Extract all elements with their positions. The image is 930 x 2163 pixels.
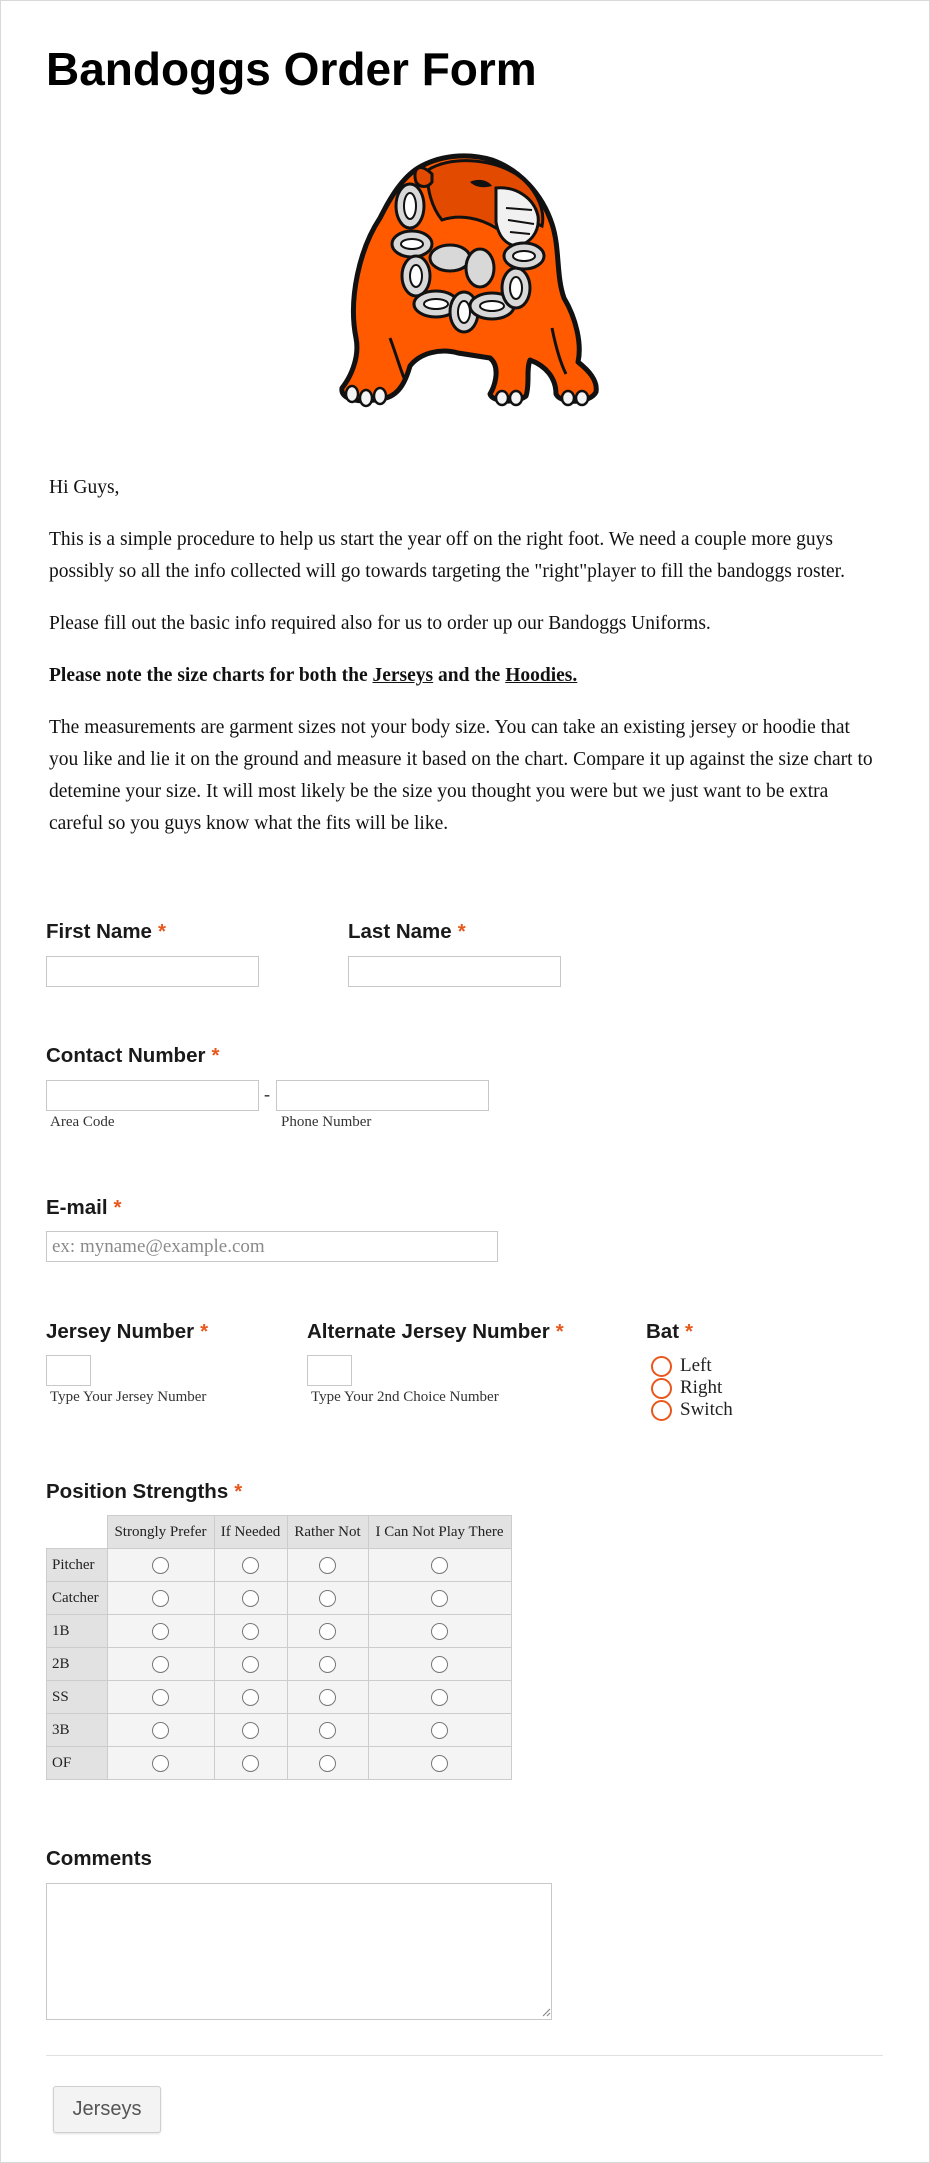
matrix-row-catcher xyxy=(47,1582,512,1615)
position-strengths-label xyxy=(46,1479,242,1505)
last-name-input[interactable] xyxy=(348,956,561,987)
radio-button[interactable] xyxy=(319,1590,336,1607)
required-mark: * xyxy=(234,1480,243,1503)
matrix-cell[interactable] xyxy=(214,1747,287,1780)
area-code-sublabel: Area Code xyxy=(50,1114,115,1130)
alternate-jersey-number-input[interactable] xyxy=(307,1355,352,1386)
jerseys-size-chart-link[interactable]: Jerseys xyxy=(372,665,434,686)
radio-button[interactable] xyxy=(319,1755,336,1772)
note-prefix: Please note the size charts for both the xyxy=(49,665,373,686)
comments-label: Comments xyxy=(46,1847,152,1870)
comments-textarea[interactable] xyxy=(46,1883,552,2020)
bat-option-switch[interactable] xyxy=(651,1399,733,1421)
matrix-column-header: If Needed xyxy=(214,1516,287,1549)
matrix-cell[interactable] xyxy=(107,1714,214,1747)
intro-paragraph-4: The measurements are garment sizes not your body size. You can take an existing jersey or hoodie that you like and lie it on the ground and measure it based on the chart. Compare it up against the size chart to detemine your size. It will most likely be the size you thought you were but we just want to be extra careful so you guys know what the fits will be like. xyxy=(49,717,873,834)
position-strengths-label-text: Position Strengths xyxy=(46,1480,229,1503)
matrix-cell[interactable] xyxy=(214,1714,287,1747)
required-mark: * xyxy=(113,1196,122,1219)
last-name-label-text: Last Name xyxy=(348,920,452,943)
matrix-cell[interactable] xyxy=(287,1747,368,1780)
radio-button[interactable] xyxy=(319,1656,336,1673)
radio-button[interactable] xyxy=(152,1557,169,1574)
radio-button[interactable] xyxy=(152,1689,169,1706)
required-mark: * xyxy=(157,920,166,943)
matrix-cell[interactable] xyxy=(287,1615,368,1648)
matrix-row-header: OF xyxy=(47,1747,108,1780)
radio-button[interactable] xyxy=(152,1590,169,1607)
matrix-cell[interactable] xyxy=(214,1681,287,1714)
matrix-cell[interactable] xyxy=(107,1549,214,1582)
matrix-row-header: 3B xyxy=(47,1714,108,1747)
email-input[interactable] xyxy=(46,1231,498,1262)
first-name-input[interactable] xyxy=(46,956,259,987)
form-divider xyxy=(46,2055,883,2056)
matrix-corner xyxy=(47,1516,108,1549)
bat-label xyxy=(646,1319,693,1345)
bat-option-left[interactable] xyxy=(651,1355,712,1377)
area-code-input[interactable] xyxy=(46,1080,259,1111)
radio-button[interactable] xyxy=(152,1722,169,1739)
intro-text xyxy=(49,472,879,860)
intro-paragraph-2: Please fill out the basic info required also for us to order up our Bandoggs Uniforms. xyxy=(49,613,711,634)
radio-button[interactable] xyxy=(242,1557,259,1574)
matrix-cell[interactable] xyxy=(368,1747,511,1780)
matrix-row-header: 1B xyxy=(47,1615,108,1648)
matrix-cell[interactable] xyxy=(214,1549,287,1582)
radio-button[interactable] xyxy=(431,1590,448,1607)
matrix-row-header: SS xyxy=(47,1681,108,1714)
matrix-cell[interactable] xyxy=(287,1714,368,1747)
radio-button[interactable] xyxy=(319,1557,336,1574)
radio-circle-icon[interactable] xyxy=(651,1356,672,1377)
intro-paragraph-1: This is a simple procedure to help us start the year off on the right foot. We need a couple more guys possibly so all the info collected will go towards targeting the "right"player to fill the bandoggs roster. xyxy=(49,529,845,582)
alternate-jersey-number-label-text: Alternate Jersey Number xyxy=(307,1320,550,1343)
radio-circle-icon[interactable] xyxy=(651,1378,672,1399)
bat-option-label: Left xyxy=(680,1355,712,1376)
radio-button[interactable] xyxy=(319,1722,336,1739)
matrix-cell[interactable] xyxy=(287,1549,368,1582)
matrix-row-2b xyxy=(47,1648,512,1681)
matrix-cell[interactable] xyxy=(368,1549,511,1582)
matrix-column-header: Rather Not xyxy=(287,1516,368,1549)
radio-button[interactable] xyxy=(242,1755,259,1772)
matrix-column-header: I Can Not Play There xyxy=(368,1516,511,1549)
jersey-number-label-text: Jersey Number xyxy=(46,1320,195,1343)
matrix-row-header: Catcher xyxy=(47,1582,108,1615)
matrix-cell[interactable] xyxy=(214,1615,287,1648)
radio-button[interactable] xyxy=(242,1623,259,1640)
first-name-label xyxy=(46,919,166,945)
radio-button[interactable] xyxy=(431,1656,448,1673)
size-chart-note xyxy=(49,660,879,692)
matrix-cell[interactable] xyxy=(287,1681,368,1714)
radio-button[interactable] xyxy=(242,1689,259,1706)
radio-circle-icon[interactable] xyxy=(651,1400,672,1421)
bat-option-label: Switch xyxy=(680,1399,733,1420)
matrix-cell[interactable] xyxy=(107,1582,214,1615)
matrix-cell[interactable] xyxy=(368,1681,511,1714)
email-label xyxy=(46,1195,122,1221)
bulldog-mascot-icon xyxy=(320,148,610,410)
radio-button[interactable] xyxy=(431,1722,448,1739)
matrix-column-header: Strongly Prefer xyxy=(107,1516,214,1549)
radio-button[interactable] xyxy=(431,1755,448,1772)
jersey-number-input[interactable] xyxy=(46,1355,91,1386)
jersey-number-sublabel: Type Your Jersey Number xyxy=(50,1389,207,1405)
phone-number-sublabel: Phone Number xyxy=(281,1114,372,1130)
matrix-row-ss xyxy=(47,1681,512,1714)
jerseys-next-button[interactable]: Jerseys xyxy=(53,2086,161,2133)
radio-button[interactable] xyxy=(431,1689,448,1706)
first-name-label-text: First Name xyxy=(46,920,152,943)
matrix-row-pitcher xyxy=(47,1549,512,1582)
radio-button[interactable] xyxy=(242,1656,259,1673)
matrix-row-header: Pitcher xyxy=(47,1549,108,1582)
required-mark: * xyxy=(200,1320,209,1343)
required-mark: * xyxy=(211,1044,220,1067)
matrix-cell[interactable] xyxy=(368,1648,511,1681)
alternate-jersey-number-label xyxy=(307,1319,564,1345)
matrix-cell[interactable] xyxy=(214,1648,287,1681)
matrix-cell[interactable] xyxy=(214,1582,287,1615)
form-title: Bandoggs Order Form xyxy=(46,43,537,95)
phone-number-input[interactable] xyxy=(276,1080,489,1111)
hoodies-size-chart-link[interactable]: Hoodies. xyxy=(505,665,578,686)
radio-button[interactable] xyxy=(431,1623,448,1640)
bat-label-text: Bat xyxy=(646,1320,680,1343)
matrix-cell[interactable] xyxy=(107,1615,214,1648)
matrix-cell[interactable] xyxy=(368,1582,511,1615)
required-mark: * xyxy=(555,1320,564,1343)
matrix-cell[interactable] xyxy=(107,1681,214,1714)
intro-greeting: Hi Guys, xyxy=(49,477,120,498)
alternate-jersey-number-sublabel: Type Your 2nd Choice Number xyxy=(311,1389,499,1405)
radio-button[interactable] xyxy=(152,1755,169,1772)
matrix-cell[interactable] xyxy=(368,1615,511,1648)
jersey-number-label xyxy=(46,1319,208,1345)
radio-button[interactable] xyxy=(319,1623,336,1640)
resize-handle-icon[interactable] xyxy=(541,2007,551,2017)
matrix-cell[interactable] xyxy=(107,1648,214,1681)
phone-dash: - xyxy=(264,1084,270,1104)
radio-button[interactable] xyxy=(431,1557,448,1574)
note-mid: and the xyxy=(433,665,506,686)
contact-number-label-text: Contact Number xyxy=(46,1044,206,1067)
required-mark: * xyxy=(457,920,466,943)
matrix-row-of xyxy=(47,1747,512,1780)
matrix-cell[interactable] xyxy=(287,1648,368,1681)
matrix-header-row xyxy=(47,1516,512,1549)
bat-option-label: Right xyxy=(680,1377,723,1398)
radio-button[interactable] xyxy=(242,1722,259,1739)
matrix-row-3b xyxy=(47,1714,512,1747)
contact-number-label xyxy=(46,1043,219,1069)
position-strengths-matrix xyxy=(46,1515,512,1780)
last-name-label xyxy=(348,919,466,945)
required-mark: * xyxy=(685,1320,694,1343)
radio-button[interactable] xyxy=(152,1656,169,1673)
radio-button[interactable] xyxy=(242,1590,259,1607)
email-label-text: E-mail xyxy=(46,1196,108,1219)
matrix-cell[interactable] xyxy=(287,1582,368,1615)
matrix-row-header: 2B xyxy=(47,1648,108,1681)
bat-option-right[interactable] xyxy=(651,1377,722,1399)
matrix-cell[interactable] xyxy=(368,1714,511,1747)
matrix-row-1b xyxy=(47,1615,512,1648)
radio-button[interactable] xyxy=(319,1689,336,1706)
matrix-cell[interactable] xyxy=(107,1747,214,1780)
radio-button[interactable] xyxy=(152,1623,169,1640)
